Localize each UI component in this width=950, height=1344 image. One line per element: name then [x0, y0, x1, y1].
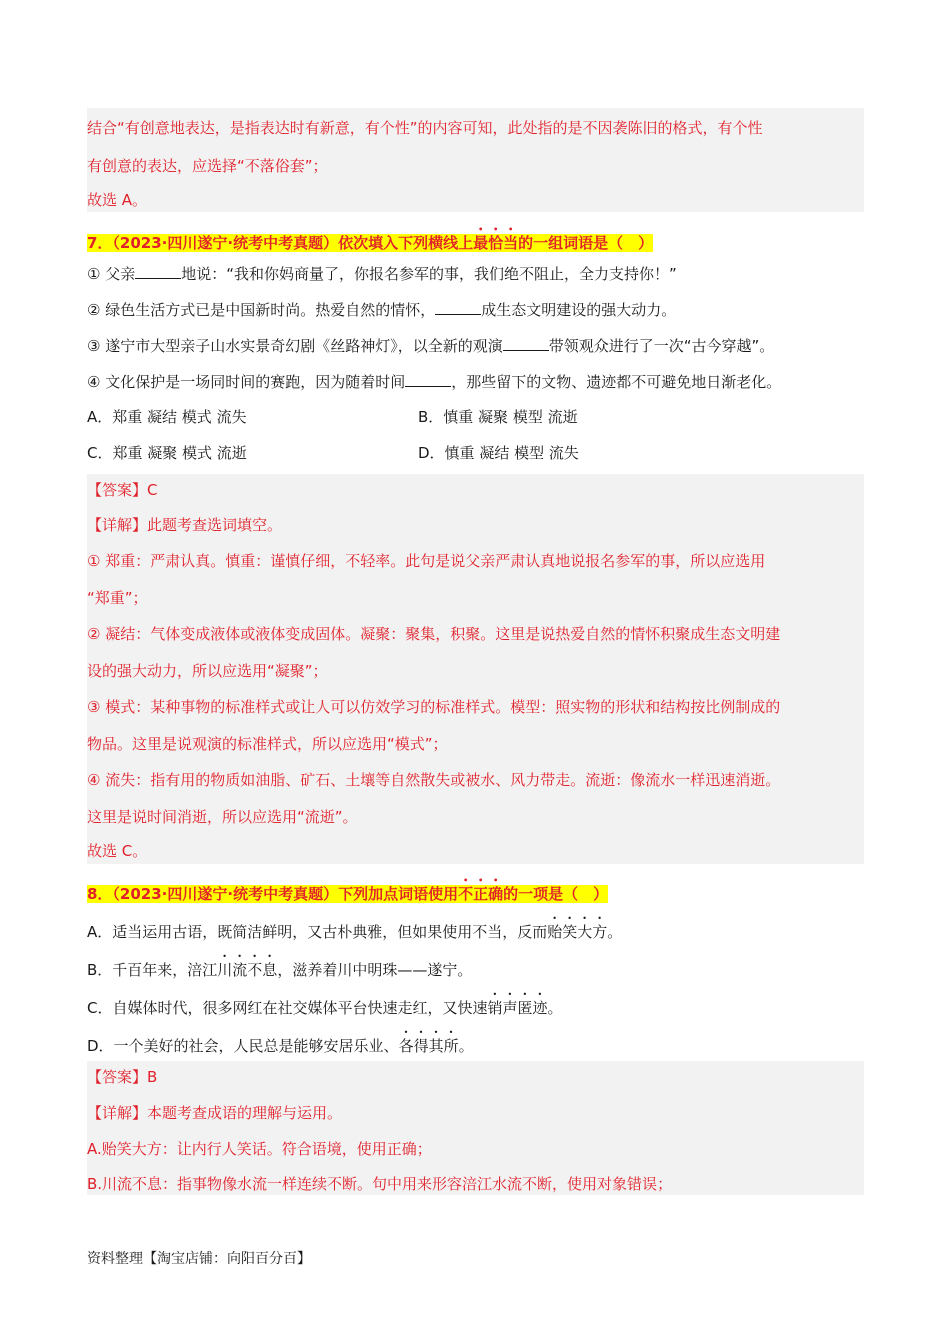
q7-detail-line: 设的强大动力，所以应选用“凝聚”；	[87, 662, 328, 680]
q8-option-b: B．千百年来，涪江川流不息，滋养着川中明珠——遂宁。	[87, 961, 473, 979]
q7-option-a: A．郑重 凝结 模式 流失	[87, 408, 247, 426]
q7-detail-line: “郑重”；	[87, 589, 148, 607]
page-footer: 资料整理【淘宝店铺：向阳百分百】	[87, 1251, 311, 1267]
q7-option-b: B．慎重 凝聚 模型 流逝	[418, 408, 578, 426]
answer-line: 有创意的表达，应选择“不落俗套”；	[87, 157, 328, 175]
q7-detail-line: ② 凝结：气体变成液体或液体变成固体。凝聚：聚集，积聚。这里是说热爱自然的情怀积聚成生态文明建	[87, 625, 781, 643]
q8-option-c: C．自媒体时代，很多网红在社交媒体平台快速走红，又快速销声匿迹。	[87, 999, 563, 1017]
q7-item-2: ② 绿色生活方式已是中国新时尚。热爱自然的情怀， 成生态文明建设的强大动力。	[87, 301, 677, 319]
q7-item-3: ③ 遂宁市大型亲子山水实景奇幻剧《丝路神灯》，以全新的观演 带领观众进行了一次“古今穿越”。	[87, 337, 775, 355]
q7-detail-line: ① 郑重：严肃认真。慎重：谨慎仔细，不轻率。此句是说父亲严肃认真地说报名参军的事，所以应选用	[87, 552, 766, 570]
q7-answer: 【答案】C	[87, 481, 158, 499]
q8-detail-line: A.贻笑大方：让内行人笑话。符合语境，使用正确；	[87, 1140, 432, 1158]
q7-conclusion: 故选 C。	[87, 842, 148, 860]
answer-conclusion: 故选 A。	[87, 191, 148, 209]
q7-item-4: ④ 文化保护是一场同时间的赛跑，因为随着时间 ，那些留下的文物、遗迹都不可避免地日渐老化。	[87, 373, 782, 391]
q7-detail-line: 物品。这里是说观演的标准样式，所以应选用“模式”；	[87, 735, 448, 753]
q7-detail-head: 【详解】此题考查选词填空。	[87, 516, 283, 534]
question-7-title: 7．（2023·四川遂宁·统考中考真题）依次填入下列横线上最恰当的一组词语是（ ）	[87, 234, 654, 252]
q7-detail-line: ④ 流失：指有用的物质如油脂、矿石、土壤等自然散失或被水、风力带走。流逝：像流水一样迅速消逝。	[87, 771, 781, 789]
q8-option-a: A．适当运用古语，既简洁鲜明，又古朴典雅，但如果使用不当，反而贻笑大方。	[87, 923, 623, 941]
q8-answer: 【答案】B	[87, 1068, 158, 1086]
q7-item-1: ① 父亲 地说：“我和你妈商量了，你报名参军的事，我们绝不阻止，全力支持你！”	[87, 265, 677, 283]
q8-option-d: D．一个美好的社会，人民总是能够安居乐业、各得其所。	[87, 1037, 474, 1055]
q7-option-d: D．慎重 凝结 模型 流失	[418, 444, 579, 462]
q8-detail-line: B.川流不息：指事物像水流一样连续不断。句中用来形容涪江水流不断，使用对象错误；	[87, 1175, 673, 1193]
q7-detail-line: ③ 模式：某种事物的标准样式或让人可以仿效学习的标准样式。模型：照实物的形状和结构按比例制成的	[87, 698, 781, 716]
answer-line: 结合“有创意地表达，是指表达时有新意，有个性”的内容可知，此处指的是不因袭陈旧的格式，有个性	[87, 119, 763, 137]
question-8-title: 8．（2023·四川遂宁·统考中考真题）下列加点词语使用不正确的一项是（ ）	[87, 885, 609, 903]
q8-detail-head: 【详解】本题考查成语的理解与运用。	[87, 1104, 343, 1122]
q7-option-c: C．郑重 凝聚 模式 流逝	[87, 444, 247, 462]
q7-detail-line: 这里是说时间消逝，所以应选用“流逝”。	[87, 808, 358, 826]
